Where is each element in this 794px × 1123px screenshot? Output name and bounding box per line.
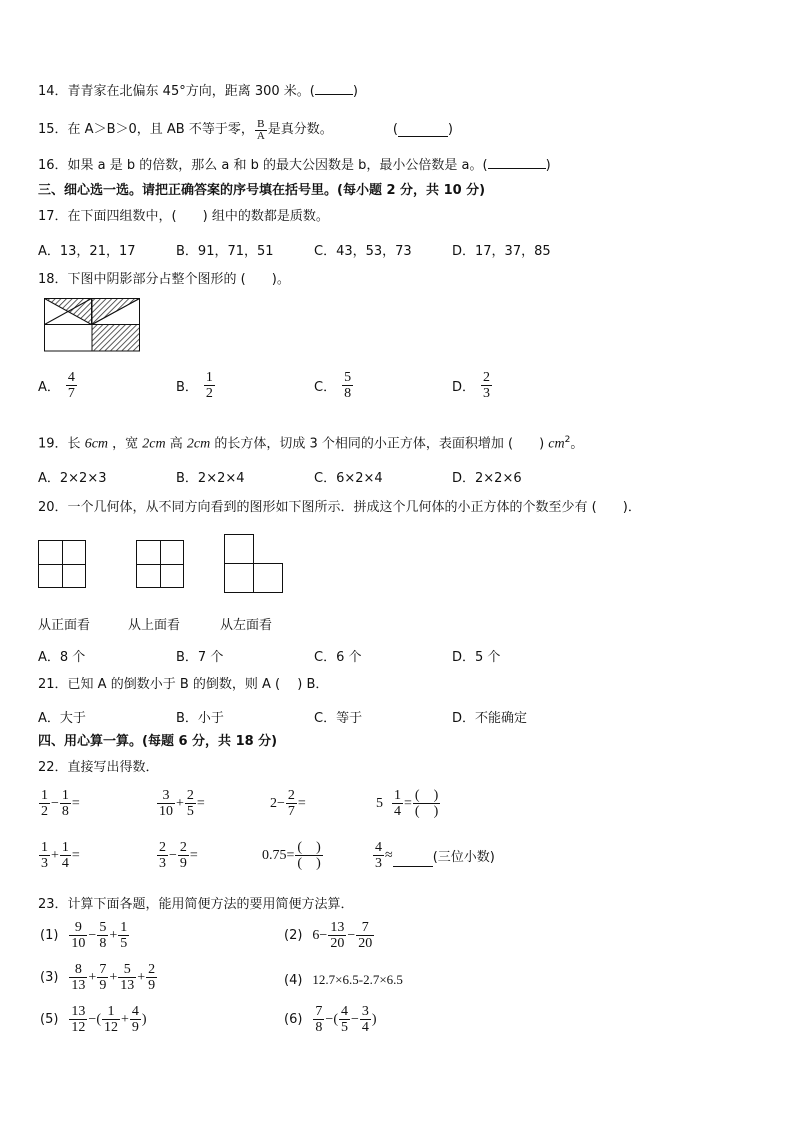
front-view-label: 从正面看 xyxy=(38,618,91,633)
answer-blank[interactable] xyxy=(393,854,433,867)
q21-option-a[interactable]: A．大于 xyxy=(38,711,86,726)
q18-option-d[interactable]: D． $\frac{2}{3}$ xyxy=(452,370,491,401)
calc-item: $\frac{1}{3}$ + $\frac{1}{4}$ = xyxy=(41,840,80,871)
calc-item-6: (6) $\frac{7}{8}$ − ( $\frac{4}{5}$ − $\frac{3}{4}$ ) xyxy=(284,1004,377,1035)
q18-option-b[interactable]: B． $\frac{1}{2}$ xyxy=(176,370,213,401)
q21-option-c[interactable]: C．等于 xyxy=(314,711,363,726)
front-view-figure xyxy=(38,540,86,588)
left-view-figure xyxy=(224,534,284,594)
question-22-stem: 22．直接写出得数． xyxy=(38,760,159,775)
answer-blank[interactable] xyxy=(315,82,353,95)
question-23-stem: 23．计算下面各题，能用简便方法的要用简便方法算． xyxy=(38,897,354,912)
q19-option-d[interactable]: D．2×2×6 xyxy=(452,471,522,486)
calc-item-3: (3) $\frac{8}{13}$ + $\frac{7}{9}$ + $\frac{5}{13}$ + $\frac{2}{9}$ xyxy=(40,962,156,993)
shaded-figure xyxy=(44,298,140,352)
q21-option-b[interactable]: B．小于 xyxy=(176,711,224,726)
q19-option-a[interactable]: A．2×2×3 xyxy=(38,471,107,486)
q18-option-a[interactable]: A． $\frac{4}{7}$ xyxy=(38,370,75,401)
calc-item: $\frac{2}{3}$ − $\frac{2}{9}$ = xyxy=(159,840,198,871)
question-14: 14．青青家在北偏东 45°方向，距离 300 米。( ) xyxy=(38,84,358,99)
q19-option-b[interactable]: B．2×2×4 xyxy=(176,471,245,486)
calc-item-5: (5) $\frac{13}{12}$ − ( $\frac{1}{12}$ + $\frac{4}{9}$ ) xyxy=(40,1004,147,1035)
left-view-label: 从左面看 xyxy=(220,618,273,633)
question-19-stem: 19．长 6cm ，宽 2cm 高 2cm 的长方体，切成 3 个相同的小正方体，表面积增加 ( ) $cm^2$。 xyxy=(38,435,584,452)
calc-item: $\frac{4}{3}$ ≈ (三位小数) xyxy=(375,840,495,871)
section-3-heading: 三、细心选一选。请把正确答案的序号填在括号里。(每小题 2 分，共 10 分) xyxy=(38,183,486,198)
calc-item-2: (2) 6− $\frac{13}{20}$ − $\frac{7}{20}$ xyxy=(284,920,373,951)
question-20-stem: 20．一个几何体，从不同方向看到的图形如下图所示．拼成这个几何体的小正方体的个数至少有 ( )． xyxy=(38,500,641,515)
top-view-figure xyxy=(136,540,184,588)
q19-option-c[interactable]: C．6×2×4 xyxy=(314,471,383,486)
answer-blank[interactable] xyxy=(398,124,448,137)
fraction: $\frac{B}{A}$ xyxy=(256,117,265,142)
q20-option-d[interactable]: D．5 个 xyxy=(452,650,501,665)
q20-option-c[interactable]: C．6 个 xyxy=(314,650,362,665)
q17-option-d[interactable]: D．17，37，85 xyxy=(452,244,551,259)
question-17-stem: 17．在下面四组数中，( ) 组中的数都是质数。 xyxy=(38,209,329,224)
calc-item-4: (4) 12.7×6.5-2.7×6.5 xyxy=(284,972,403,988)
calc-item: $\frac{1}{2}$ − $\frac{1}{8}$ = xyxy=(41,788,80,819)
q17-option-b[interactable]: B．91，71，51 xyxy=(176,244,274,259)
calc-item: 0.75= $\frac{( )}{( )}$ xyxy=(262,840,321,871)
calc-item-1: (1) $\frac{9}{10}$ − $\frac{5}{8}$ + $\frac{1}{5}$ xyxy=(40,920,128,951)
answer-blank[interactable] xyxy=(488,156,546,169)
calc-item: 5 $\frac{1}{4}$ = $\frac{( )}{( )}$ xyxy=(376,788,439,819)
top-view-label: 从上面看 xyxy=(128,618,181,633)
question-21-stem: 21．已知 A 的倒数小于 B 的倒数，则 A ( ) B． xyxy=(38,677,329,692)
section-4-heading: 四、用心算一算。(每题 6 分，共 18 分) xyxy=(38,734,278,749)
q20-option-b[interactable]: B．7 个 xyxy=(176,650,224,665)
calc-item: $\frac{3}{10}$ + $\frac{2}{5}$ = xyxy=(159,788,205,819)
q18-option-c[interactable]: C． $\frac{5}{8}$ xyxy=(314,370,352,401)
q17-option-a[interactable]: A．13，21，17 xyxy=(38,244,136,259)
question-18-stem: 18．下图中阴影部分占整个图形的 ( )。 xyxy=(38,272,290,287)
q21-option-d[interactable]: D．不能确定 xyxy=(452,711,528,726)
question-16: 16．如果 a 是 b 的倍数，那么 a 和 b 的最大公因数是 b，最小公倍数是 a。( ) xyxy=(38,158,551,173)
question-15: 15．在 A＞B＞0，且 AB 不等于零， $\frac{B}{A}$ 是真分数。 ( ) xyxy=(38,117,453,142)
q14-text: 14．青青家在北偏东 45°方向，距离 300 米。( xyxy=(38,84,315,99)
q20-option-a[interactable]: A．8 个 xyxy=(38,650,86,665)
calc-item: 2− $\frac{2}{7}$ = xyxy=(270,788,306,819)
q17-option-c[interactable]: C．43，53，73 xyxy=(314,244,412,259)
